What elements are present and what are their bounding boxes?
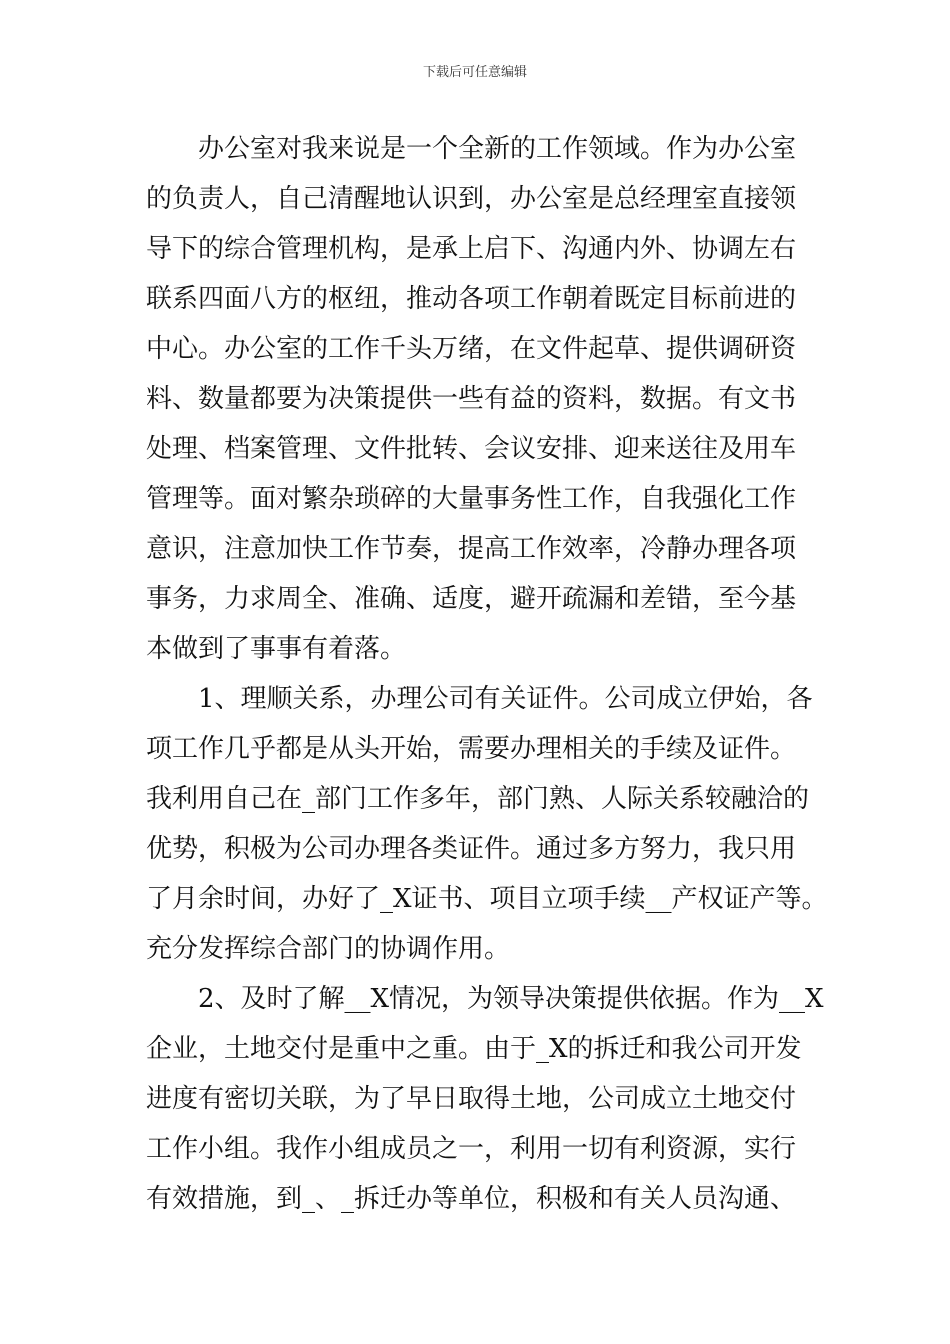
paragraph-line: 办公室对我来说是一个全新的工作领域。作为办公室 bbox=[198, 134, 797, 164]
paragraph-line: 联系四面八方的枢纽，推动各项工作朝着既定目标前进的 bbox=[146, 284, 797, 314]
paragraph-line: 料、数量都要为决策提供一些有益的资料，数据。有文书 bbox=[146, 384, 797, 414]
paragraph-line: 工作小组。我作小组成员之一，利用一切有利资源，实行 bbox=[146, 1134, 797, 1164]
page-header: 下载后可任意编辑 bbox=[422, 65, 527, 80]
paragraph-line: 进度有密切关联，为了早日取得土地，公司成立土地交付 bbox=[146, 1084, 797, 1114]
paragraph-line: 本做到了事事有着落。 bbox=[146, 634, 407, 664]
paragraph-line: 1、理顺关系，办理公司有关证件。公司成立伊始，各 bbox=[198, 684, 813, 714]
document-body bbox=[146, 124, 828, 1224]
paragraph-line: 项工作几乎都是从头开始，需要办理相关的手续及证件。 bbox=[146, 734, 797, 764]
paragraph-line: 有效措施，到_、_拆迁办等单位，积极和有关人员沟通、 bbox=[146, 1184, 797, 1214]
paragraph-line: 管理等。面对繁杂琐碎的大量事务性工作，自我强化工作 bbox=[146, 484, 797, 514]
paragraph-line: 充分发挥综合部门的协调作用。 bbox=[146, 934, 511, 964]
paragraph-line: 处理、档案管理、文件批转、会议安排、迎来送往及用车 bbox=[146, 434, 797, 464]
paragraph-line: 优势，积极为公司办理各类证件。通过多方努力，我只用 bbox=[146, 834, 797, 864]
paragraph-line: 企业，土地交付是重中之重。由于_X的拆迁和我公司开发 bbox=[146, 1034, 802, 1064]
paragraph-line: 的负责人，自己清醒地认识到，办公室是总经理室直接领 bbox=[146, 184, 797, 214]
paragraph-line: 中心。办公室的工作千头万绪，在文件起草、提供调研资 bbox=[146, 334, 797, 364]
paragraph-line: 我利用自己在_部门工作多年，部门熟、人际关系较融洽的 bbox=[146, 784, 810, 814]
paragraph-line: 了月余时间，办好了_X证书、项目立项手续__产权证产等。 bbox=[146, 884, 828, 914]
paragraph-line: 导下的综合管理机构，是承上启下、沟通内外、协调左右 bbox=[146, 234, 797, 264]
paragraph-line: 2、及时了解__X情况，为领导决策提供依据。作为__X bbox=[198, 984, 824, 1014]
paragraph-line: 事务，力求周全、准确、适度，避开疏漏和差错，至今基 bbox=[146, 584, 797, 614]
paragraph-line: 意识，注意加快工作节奏，提高工作效率，冷静办理各项 bbox=[146, 534, 797, 564]
